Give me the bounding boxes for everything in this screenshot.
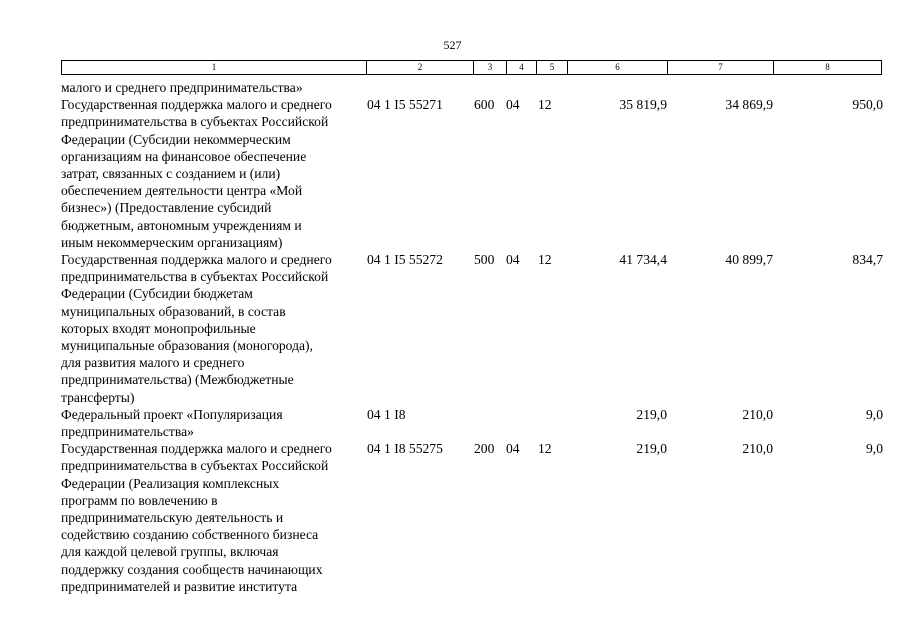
row-section: 04 xyxy=(506,97,520,113)
row-value-col8: 9,0 xyxy=(866,406,883,422)
row-name-line: Государственная поддержка малого и среднего xyxy=(61,252,332,267)
row-name-line: иным некоммерческим организациям) xyxy=(61,234,283,250)
row-code: 04 1 I5 55272 xyxy=(367,252,443,267)
row-name-line: которых входят монопрофильные xyxy=(61,320,256,336)
row-name-line: Государственная поддержка малого и среднего xyxy=(61,97,332,113)
row-name-line: программ по вовлечению в xyxy=(61,492,218,508)
row-value-col8: 9,0 xyxy=(866,441,883,457)
row-name xyxy=(61,406,371,440)
row-name-line: организациям на финансовое обеспечение xyxy=(61,148,307,164)
row-name-line: малого и среднего предпринимательства» xyxy=(61,80,303,95)
row-name-line: предпринимательства в субъектах Российской xyxy=(61,269,329,285)
row-code: 04 1 I5 55271 xyxy=(367,97,443,113)
header-col-2: 2 xyxy=(367,61,474,74)
row-value-col6: 35 819,9 xyxy=(619,97,667,113)
row-name-line: предпринимательскую деятельность и xyxy=(61,510,284,525)
row-value-col6: 41 734,4 xyxy=(619,252,667,267)
row-name xyxy=(61,79,371,96)
row-name-line: для каждой целевой группы, включая xyxy=(61,544,279,560)
row-value-col6: 219,0 xyxy=(636,406,667,422)
row-value-col8: 834,7 xyxy=(852,252,883,267)
row-value-col6: 219,0 xyxy=(636,441,667,457)
row-value-col7: 210,0 xyxy=(742,441,773,457)
row-value-col7: 210,0 xyxy=(742,406,773,422)
page-number: 527 xyxy=(443,38,462,52)
row-name-line: бюджетным, автономным учреждениям и xyxy=(61,217,302,233)
row-name xyxy=(61,440,371,595)
header-col-5: 5 xyxy=(537,61,568,74)
row-subsection: 12 xyxy=(538,252,552,267)
row-name-line: затрат, связанных с созданием и (или) xyxy=(61,166,281,181)
row-name-line: поддержку создания сообществ начинающих xyxy=(61,561,323,577)
table-header xyxy=(61,60,882,75)
row-subsection: 12 xyxy=(538,441,552,457)
header-col-3: 3 xyxy=(474,61,507,74)
row-name-line: для развития малого и среднего xyxy=(61,355,245,371)
row-expense-type: 500 xyxy=(474,252,495,267)
row-name xyxy=(61,96,371,251)
row-name-line: содействию созданию собственного бизнеса xyxy=(61,527,319,543)
header-col-4: 4 xyxy=(507,61,537,74)
header-col-7: 7 xyxy=(668,61,774,74)
row-name-line: Федерации (Субсидии бюджетам xyxy=(61,286,253,302)
row-expense-type: 600 xyxy=(474,97,495,113)
row-name-line: Федеральный проект «Популяризация xyxy=(61,406,283,422)
header-col-1: 1 xyxy=(62,61,367,74)
row-code: 04 1 I8 55275 xyxy=(367,441,443,457)
row-value-col8: 950,0 xyxy=(852,97,883,113)
row-name-line: трансферты) xyxy=(61,389,135,405)
header-col-6: 6 xyxy=(568,61,668,74)
row-name-line: Государственная поддержка малого и среднего xyxy=(61,441,332,457)
row-code: 04 1 I8 xyxy=(367,406,406,422)
row-name-line: Федерации (Субсидии некоммерческим xyxy=(61,131,291,147)
row-name-line: предпринимательства) (Межбюджетные xyxy=(61,372,294,388)
row-subsection: 12 xyxy=(538,97,552,113)
row-value-col7: 40 899,7 xyxy=(725,252,773,267)
header-col-8: 8 xyxy=(825,62,830,72)
row-value-col7: 34 869,9 xyxy=(725,97,773,113)
row-name-line: бизнес») (Предоставление субсидий xyxy=(61,200,272,216)
row-name-line: предпринимательства» xyxy=(61,424,194,439)
row-name-line: предпринимательства в субъектах Российской xyxy=(61,114,329,130)
row-name-line: предпринимателей и развитие института xyxy=(61,578,298,594)
row-name-line: муниципальных образований, в состав xyxy=(61,303,286,319)
row-name-line: предпринимательства в субъектах Российской xyxy=(61,458,329,474)
row-section: 04 xyxy=(506,252,520,267)
row-name-line: обеспечением деятельности центра «Мой xyxy=(61,183,303,199)
row-name xyxy=(61,251,371,406)
row-name-line: Федерации (Реализация комплексных xyxy=(61,475,280,491)
row-name-line: муниципальные образования (моногорода), xyxy=(61,338,313,354)
row-expense-type: 200 xyxy=(474,441,495,457)
row-section: 04 xyxy=(506,441,520,457)
